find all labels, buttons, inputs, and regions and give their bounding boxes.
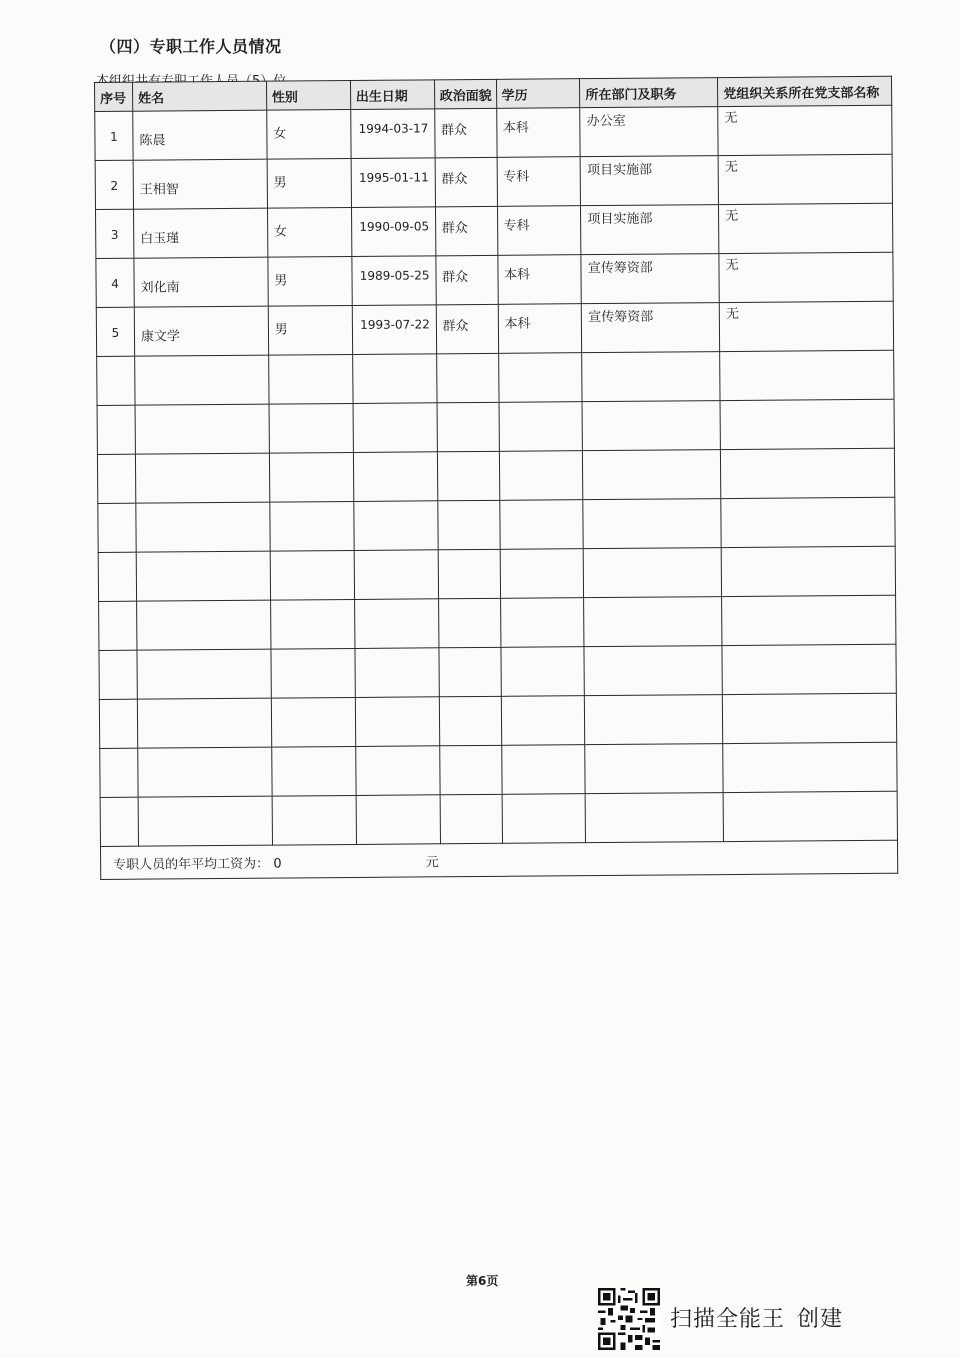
cell-party-branch: 无 <box>725 257 739 274</box>
empty-cell <box>499 451 583 501</box>
empty-table-row <box>99 644 896 699</box>
cell-sex: 女 <box>273 224 288 240</box>
empty-table-row <box>99 693 896 748</box>
empty-cell <box>437 500 499 549</box>
empty-cell <box>271 697 355 747</box>
empty-cell <box>500 598 584 648</box>
empty-cell <box>439 696 501 745</box>
empty-cell <box>100 748 138 797</box>
empty-cell <box>97 356 135 405</box>
empty-cell <box>585 744 723 794</box>
cell-birth: 1990-09-05 <box>359 219 430 234</box>
empty-cell <box>136 502 270 552</box>
empty-cell <box>721 497 895 547</box>
empty-table-row <box>99 595 896 650</box>
empty-table-row <box>97 350 894 405</box>
cell-name: 刘化南 <box>140 280 180 296</box>
empty-table-row <box>98 546 895 601</box>
cell-name: 陈晨 <box>139 133 166 149</box>
empty-cell <box>353 403 437 453</box>
empty-cell <box>98 503 136 552</box>
header-sex: 性别 <box>266 80 350 110</box>
cell-seq: 1 <box>110 129 118 144</box>
empty-cell <box>268 354 352 404</box>
cell-political: 群众 <box>440 123 468 139</box>
empty-cell <box>501 696 585 746</box>
empty-cell <box>355 648 439 698</box>
cell-party-branch: 无 <box>725 208 739 225</box>
salary-value: 0 <box>273 856 282 872</box>
qr-code-icon <box>598 1288 660 1350</box>
empty-cell <box>271 648 355 698</box>
empty-cell <box>437 402 499 451</box>
cell-seq: 5 <box>111 325 120 340</box>
empty-cell <box>355 746 439 796</box>
cell-education: 本科 <box>503 267 531 283</box>
empty-cell <box>585 695 723 745</box>
empty-cell <box>585 793 723 843</box>
empty-cell <box>270 550 354 600</box>
cell-sex: 男 <box>274 322 288 338</box>
table-row <box>96 252 893 307</box>
empty-cell <box>356 795 440 845</box>
empty-cell <box>97 454 135 503</box>
cell-sex: 男 <box>274 273 288 289</box>
empty-cell <box>354 599 438 649</box>
header-party-branch: 党组织关系所在党支部名称 <box>718 76 892 106</box>
header-political: 政治面貌 <box>434 79 496 108</box>
cell-name: 白玉瑾 <box>140 231 180 247</box>
empty-cell <box>99 650 137 699</box>
empty-cell <box>99 699 137 748</box>
empty-cell <box>720 350 894 400</box>
cell-department: 宣传筹资部 <box>587 260 653 277</box>
empty-cell <box>499 500 583 550</box>
empty-cell <box>582 401 720 451</box>
empty-cell <box>722 644 896 694</box>
cell-department: 办公室 <box>586 113 626 130</box>
empty-cell <box>501 745 585 795</box>
empty-cell <box>438 598 500 647</box>
page-number: 第6页 <box>466 1274 499 1288</box>
cell-name: 康文学 <box>140 329 181 345</box>
cell-education: 本科 <box>502 120 529 136</box>
cell-seq: 2 <box>110 178 119 193</box>
table-row <box>95 105 892 160</box>
empty-cell <box>137 698 271 748</box>
cell-political: 群众 <box>442 270 469 286</box>
empty-cell <box>720 399 894 449</box>
empty-cell <box>723 742 897 792</box>
empty-cell <box>439 745 501 794</box>
empty-cell <box>269 403 353 453</box>
empty-cell <box>138 747 272 797</box>
header-department: 所在部门及职务 <box>580 78 718 108</box>
cell-name: 王相智 <box>139 182 179 198</box>
empty-table-row <box>100 791 897 846</box>
empty-cell <box>582 352 720 402</box>
scanner-name: 扫描全能王 <box>670 1307 786 1332</box>
salary-unit: 元 <box>425 854 439 870</box>
cell-sex: 女 <box>273 126 287 142</box>
empty-cell <box>439 647 501 696</box>
empty-cell <box>355 697 439 747</box>
cell-department: 项目实施部 <box>587 162 653 179</box>
cell-political: 群众 <box>442 319 469 335</box>
empty-cell <box>353 452 437 502</box>
empty-table-row <box>98 497 895 552</box>
empty-cell <box>721 546 895 596</box>
empty-cell <box>137 649 271 699</box>
empty-cell <box>723 693 897 743</box>
cell-seq: 3 <box>110 227 119 242</box>
empty-table-row <box>97 448 894 503</box>
cell-political: 群众 <box>441 172 468 188</box>
empty-cell <box>721 448 895 498</box>
empty-cell <box>271 746 355 796</box>
empty-cell <box>272 795 356 845</box>
cell-education: 专科 <box>503 218 530 234</box>
cell-birth: 1995-01-11 <box>358 170 429 185</box>
table-row <box>95 154 892 209</box>
header-birth: 出生日期 <box>350 80 434 110</box>
empty-cell <box>500 647 584 697</box>
cell-political: 群众 <box>441 221 468 237</box>
cell-education: 专科 <box>503 169 530 185</box>
empty-cell <box>584 597 722 647</box>
empty-cell <box>500 549 584 599</box>
cell-sex: 男 <box>273 175 287 191</box>
salary-footer <box>101 840 898 879</box>
empty-cell <box>270 501 354 551</box>
cell-education: 本科 <box>504 316 531 332</box>
empty-cell <box>354 550 438 600</box>
cell-seq: 4 <box>111 276 119 291</box>
empty-cell <box>438 549 500 598</box>
staff-table <box>94 76 898 880</box>
empty-cell <box>499 402 583 452</box>
cell-party-branch: 无 <box>725 306 740 323</box>
empty-cell <box>137 600 271 650</box>
empty-cell <box>98 552 136 601</box>
empty-cell <box>498 353 582 403</box>
scanner-watermark <box>670 1302 843 1333</box>
empty-cell <box>437 451 499 500</box>
empty-cell <box>722 595 896 645</box>
empty-cell <box>440 794 502 843</box>
empty-cell <box>270 599 354 649</box>
empty-table-row <box>100 742 897 797</box>
header-name: 姓名 <box>132 81 266 111</box>
cell-birth: 1994-03-17 <box>358 121 429 136</box>
empty-cell <box>583 450 721 500</box>
empty-cell <box>353 501 437 551</box>
empty-cell <box>502 794 586 844</box>
empty-cell <box>138 796 272 846</box>
header-seq: 序号 <box>95 82 133 111</box>
header-education: 学历 <box>496 79 580 109</box>
empty-cell <box>135 404 269 454</box>
empty-cell <box>352 354 436 404</box>
scanner-action: 创建 <box>797 1307 844 1332</box>
empty-cell <box>100 797 138 846</box>
cell-department: 宣传筹资部 <box>588 309 654 326</box>
empty-cell <box>135 453 269 503</box>
empty-cell <box>136 551 270 601</box>
cell-party-branch: 无 <box>724 110 738 127</box>
table-row <box>96 203 893 258</box>
salary-label: 专职人员的年平均工资为： <box>113 856 270 873</box>
cell-department: 项目实施部 <box>587 211 653 228</box>
empty-cell <box>436 353 498 402</box>
section-title: （四）专职工作人员情况 <box>100 37 282 56</box>
empty-cell <box>584 548 722 598</box>
empty-cell <box>583 499 721 549</box>
cell-birth: 1993-07-22 <box>360 317 430 332</box>
empty-cell <box>97 405 135 454</box>
empty-cell <box>99 601 137 650</box>
empty-cell <box>584 646 722 696</box>
cell-birth: 1989-05-25 <box>359 268 430 283</box>
cell-party-branch: 无 <box>724 159 738 176</box>
salary-footer-row <box>101 840 898 879</box>
empty-cell <box>723 791 897 841</box>
empty-cell <box>135 355 269 405</box>
empty-cell <box>269 452 353 502</box>
empty-table-row <box>97 399 894 454</box>
table-row <box>96 301 893 356</box>
